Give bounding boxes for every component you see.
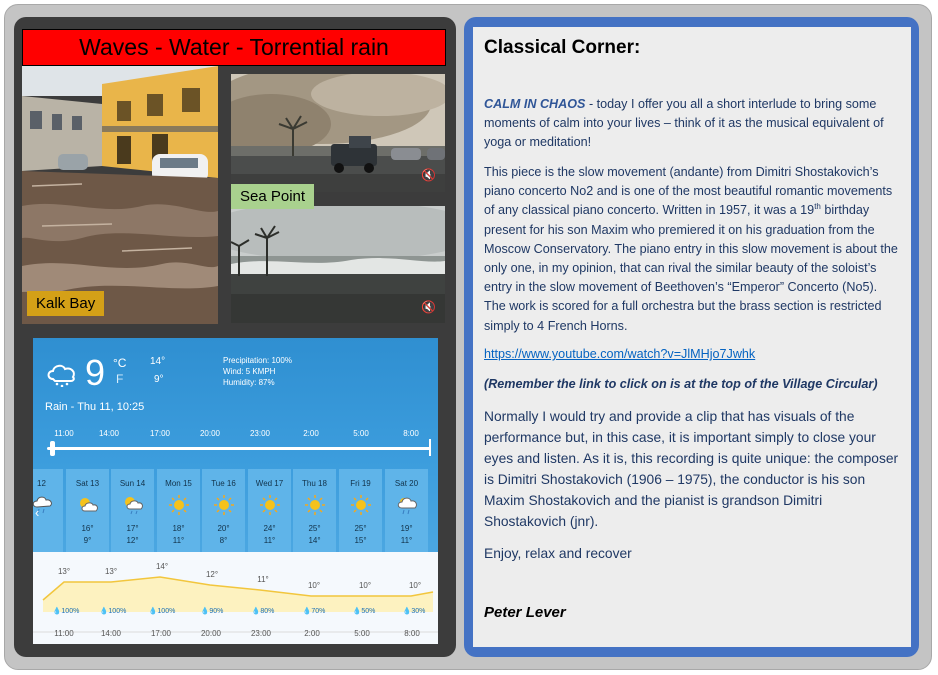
hourly-temp-label: 13°	[104, 567, 118, 576]
calm-in-chaos-label: CALM IN CHAOS	[484, 97, 586, 111]
forecast-day-card[interactable]	[385, 469, 428, 552]
partly-sunny-rain-icon	[122, 495, 144, 517]
celsius-unit-toggle[interactable]: °C	[113, 356, 127, 370]
partly-sunny-icon	[77, 495, 99, 517]
temperature-area-graph	[33, 552, 438, 644]
article-title: Classical Corner:	[484, 37, 641, 58]
forecast-day-card[interactable]	[339, 469, 382, 552]
bottom-hour-label: 11:00	[54, 629, 74, 638]
low-temperature: 9°	[154, 374, 164, 385]
hourly-rain-chance: 💧100%	[52, 608, 80, 615]
forecast-day-card[interactable]	[66, 469, 109, 552]
forecast-high: 19°	[400, 524, 413, 533]
fahrenheit-unit-toggle[interactable]: F	[116, 372, 124, 386]
chevron-left-icon[interactable]: ‹	[35, 505, 40, 520]
timeline-hour: 2:00	[303, 429, 319, 438]
hourly-rain-chance: 💧90%	[200, 608, 224, 615]
forecast-day-name: Sat 20	[394, 479, 419, 488]
forecast-day-name: Mon 15	[165, 479, 192, 488]
hourly-temp-label: 12°	[205, 570, 219, 579]
timeline-hour: 11:00	[54, 429, 74, 438]
hourly-rain-chance: 💧50%	[352, 608, 376, 615]
timeline-hour: 17:00	[149, 429, 171, 438]
forecast-high: 18°	[172, 524, 185, 533]
hourly-rain-chance: 💧30%	[402, 608, 426, 615]
forecast-day-card[interactable]	[248, 469, 291, 552]
waves-title-banner: Waves - Water - Torrential rain	[22, 29, 446, 66]
sun-icon	[259, 495, 281, 517]
forecast-day-name: Fri 19	[350, 479, 371, 488]
weather-details	[223, 355, 292, 388]
forecast-day-name: Wed 17	[255, 479, 284, 488]
weather-widget	[33, 338, 438, 644]
link-note: (Remember the link to click on is at the top of the Village Circular)	[484, 377, 878, 391]
forecast-low: 11°	[172, 536, 185, 545]
forecast-low: 8°	[219, 536, 228, 545]
timeline-hour: 14:00	[98, 429, 120, 438]
forecast-high: 25°	[308, 524, 321, 533]
sea-point-storm-photo-2[interactable]	[231, 206, 445, 323]
speaker-muted-icon[interactable]: 🔇	[421, 168, 436, 182]
hourly-rain-chance: 💧100%	[99, 608, 127, 615]
forecast-day-name: 12	[37, 479, 46, 488]
rain-cloud-icon	[396, 495, 418, 517]
forecast-day-name: Sat 13	[75, 479, 100, 488]
forecast-high: 25°	[354, 524, 367, 533]
sea-point-storm-photo-1[interactable]	[231, 74, 445, 192]
kalk-bay-caption: Kalk Bay	[27, 291, 104, 316]
hourly-rain-chance: 💧100%	[148, 608, 176, 615]
article-paragraph-2: This piece is the slow movement (andante) from Dimitri Shostakovich’s piano concerto No2 and is one of the most beautiful romantic movements of any classical piano concerto. Written in 1957, it was a 19th birthday present for his son Maxim who premiered it on his graduation from the Moscow Conservatory. The piano entry in this slow movement is about the only one, in my opinion, that can rival the similar beauty of the soloist’s entry in the slow movement of Beethoven’s “Emperor” Concerto (No5). The work is scored for a full orchestra but the brass section is restricted simply to 4 French Horns.	[484, 165, 898, 333]
forecast-day-card[interactable]	[111, 469, 154, 552]
high-temperature: 14°	[150, 356, 166, 367]
humidity-text: Humidity: 87%	[223, 378, 275, 387]
forecast-day-card[interactable]	[293, 469, 336, 552]
timeline-hour: 20:00	[199, 429, 221, 438]
bottom-hour-label: 2:00	[304, 629, 320, 638]
bottom-hour-label: 8:00	[404, 629, 420, 638]
timeline-hour: 23:00	[249, 429, 271, 438]
bottom-hour-label: 23:00	[250, 629, 272, 638]
sun-icon	[304, 495, 326, 517]
intro-text: - today I offer you all a short interlude to bring some moments of calm into your lives – think of it as the musical equivalent of yoga or meditation!	[484, 97, 884, 150]
timeline-hour: 5:00	[353, 429, 369, 438]
hourly-temp-label: 10°	[307, 581, 321, 590]
hourly-timeline-labels	[33, 429, 438, 443]
forecast-day-name: Tue 16	[211, 479, 236, 488]
time-slider-track[interactable]	[47, 447, 431, 450]
forecast-day-card[interactable]	[157, 469, 200, 552]
precipitation-text: Precipitation: 100%	[223, 356, 292, 365]
sea-point-caption: Sea Point	[231, 184, 314, 209]
article-paragraph-3: Normally I would try and provide a clip that has visuals of the performance but, in this case, it is important simply to close your eyes and listen. As it is, this recording is quite unique: the composer is Dimitri Shostakovich (1906 – 1975), the conductor is his son Maxim Shostakovich and the pianist is grandson Dimitri Shostakovich (jnr).	[484, 409, 899, 529]
forecast-low: 9°	[83, 536, 92, 545]
hourly-temp-label: 10°	[408, 581, 422, 590]
forecast-day-name: Thu 18	[302, 479, 327, 488]
author-signature: Peter Lever	[484, 604, 566, 621]
wind-text: Wind: 5 KMPH	[223, 367, 276, 376]
bottom-hour-label: 5:00	[354, 629, 370, 638]
time-slider-end	[429, 439, 431, 456]
condition-text: Rain - Thu 11, 10:25	[45, 401, 145, 413]
forecast-day-card[interactable]	[202, 469, 245, 552]
hourly-temp-label: 10°	[358, 581, 372, 590]
sun-icon	[350, 495, 372, 517]
hourly-temp-label: 13°	[57, 567, 71, 576]
daily-forecast-strip	[33, 469, 438, 552]
timeline-hour: 8:00	[403, 429, 419, 438]
forecast-low: 12°	[126, 536, 139, 545]
forecast-high: 17°	[126, 524, 139, 533]
current-temperature: 9	[85, 352, 106, 393]
hourly-rain-chance: 💧80%	[251, 608, 275, 615]
forecast-day-name: Sun 14	[119, 479, 146, 488]
forecast-low: 11°	[400, 536, 413, 545]
speaker-muted-icon[interactable]: 🔇	[421, 300, 436, 314]
bottom-hour-label: 20:00	[200, 629, 222, 638]
youtube-link[interactable]: https://www.youtube.com/watch?v=JlMHjo7Jwhk	[484, 347, 756, 361]
forecast-low: 14°	[308, 536, 321, 545]
hourly-temp-label: 14°	[155, 562, 169, 571]
forecast-high: 16°	[81, 524, 94, 533]
bottom-hour-label: 14:00	[100, 629, 122, 638]
enjoy-text: Enjoy, relax and recover	[484, 546, 632, 561]
forecast-high: 24°	[263, 524, 276, 533]
hourly-temp-label: 11°	[257, 575, 269, 584]
forecast-low: 11°	[263, 536, 276, 545]
article-intro	[484, 95, 902, 153]
hourly-rain-chance: 💧70%	[302, 608, 326, 615]
rain-cloud-icon	[45, 363, 79, 392]
hourly-temperature-chart	[33, 552, 438, 644]
kalk-bay-flood-photo	[22, 66, 218, 324]
bottom-hour-label: 17:00	[150, 629, 172, 638]
sun-icon	[168, 495, 190, 517]
forecast-low: 15°	[354, 536, 367, 545]
time-slider-handle[interactable]	[50, 441, 55, 456]
sun-icon	[213, 495, 235, 517]
forecast-high: 20°	[217, 524, 230, 533]
